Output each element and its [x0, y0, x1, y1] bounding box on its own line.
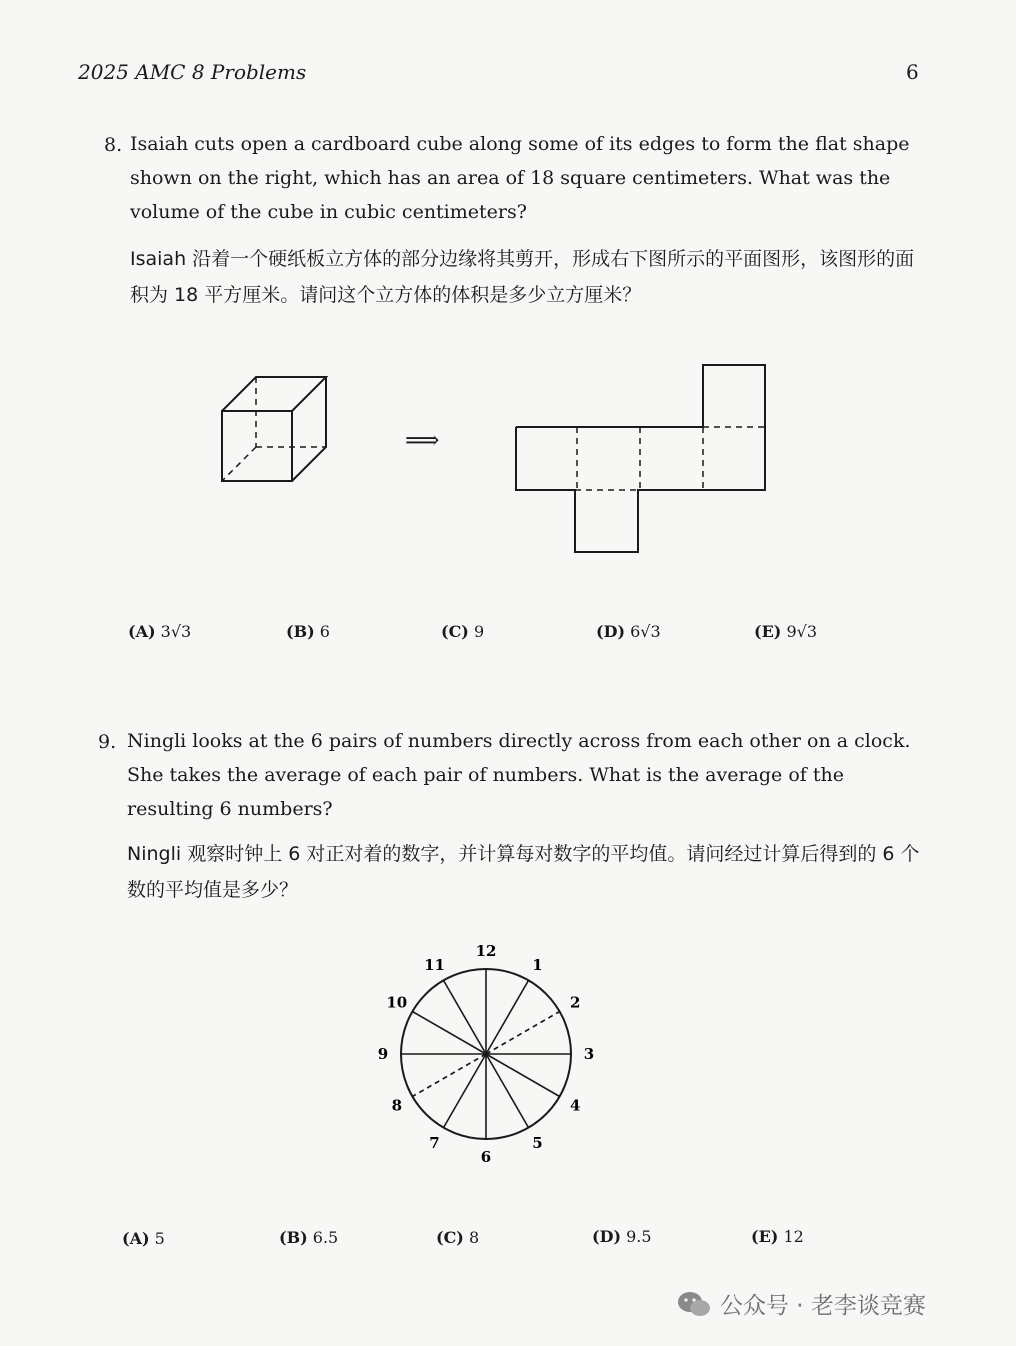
clock-number: 12	[475, 942, 497, 960]
clock-number: 6	[480, 1148, 492, 1166]
question-9-text-zh: Ningli 观察时钟上 6 对正对着的数字，并计算每对数字的平均值。请问经过计算后得到的 6 个数的平均值是多少？	[127, 843, 920, 901]
choice-e[interactable]: (E) 12	[751, 1227, 804, 1246]
clock-number: 3	[583, 1045, 595, 1063]
clock-spoke	[412, 1012, 486, 1055]
header-title: 2025 AMC 8 Problems	[78, 60, 307, 84]
clock-number: 7	[429, 1134, 440, 1153]
watermark: 公众号 · 老李谈竞赛	[676, 1287, 926, 1320]
choice-d[interactable]: (D) 9.5	[592, 1227, 652, 1246]
clock-spoke	[486, 1054, 529, 1128]
clock-number: 10	[386, 993, 408, 1012]
question-8-text-en: Isaiah cuts open a cardboard cube along some of its edges to form the flat shape shown on the right, which has an area of 18 square centimeters. What was the volume of the cube in cubic centimeters?	[130, 133, 910, 223]
choice-c[interactable]: (C) 9	[441, 622, 485, 641]
page-number: 6	[906, 60, 919, 84]
clock-number: 11	[424, 955, 445, 974]
clock-spoke	[444, 1054, 487, 1128]
choice-d[interactable]: (D) 6√3	[596, 622, 661, 641]
clock-spoke	[444, 980, 487, 1054]
choice-c[interactable]: (C) 8	[436, 1228, 480, 1247]
clock-number: 5	[532, 1134, 543, 1153]
clock-spoke	[486, 1054, 560, 1097]
choice-b[interactable]: (B) 6	[286, 622, 330, 641]
question-8-text-zh: Isaiah 沿着一个硬纸板立方体的部分边缘将其剪开，形成右下图所示的平面图形，该图形的面积为 18 平方厘米。请问这个立方体的体积是多少立方厘米？	[130, 248, 915, 306]
clock-number: 4	[569, 1096, 581, 1115]
question-9-number: 9.	[98, 731, 117, 753]
question-9-text-en: Ningli looks at the 6 pairs of numbers directly across from each other on a clock. She takes the average of each pair of numbers. What is the average of the resulting 6 numbers?	[127, 730, 911, 820]
clock-number: 8	[391, 1096, 403, 1115]
clock-number: 2	[569, 993, 581, 1012]
clock-number: 1	[532, 955, 543, 974]
wechat-icon	[676, 1289, 712, 1319]
clock-spoke	[486, 1012, 560, 1055]
question-8-number: 8.	[104, 134, 123, 156]
choice-a[interactable]: (A) 5	[122, 1229, 165, 1248]
choice-a[interactable]: (A) 3√3	[128, 622, 192, 641]
transform-arrow: ⟹	[405, 426, 440, 454]
clock-spoke	[486, 980, 529, 1054]
choice-b[interactable]: (B) 6.5	[279, 1228, 339, 1247]
clock-spoke	[412, 1054, 486, 1097]
choice-e[interactable]: (E) 9√3	[754, 622, 817, 641]
clock-number: 9	[377, 1045, 389, 1063]
